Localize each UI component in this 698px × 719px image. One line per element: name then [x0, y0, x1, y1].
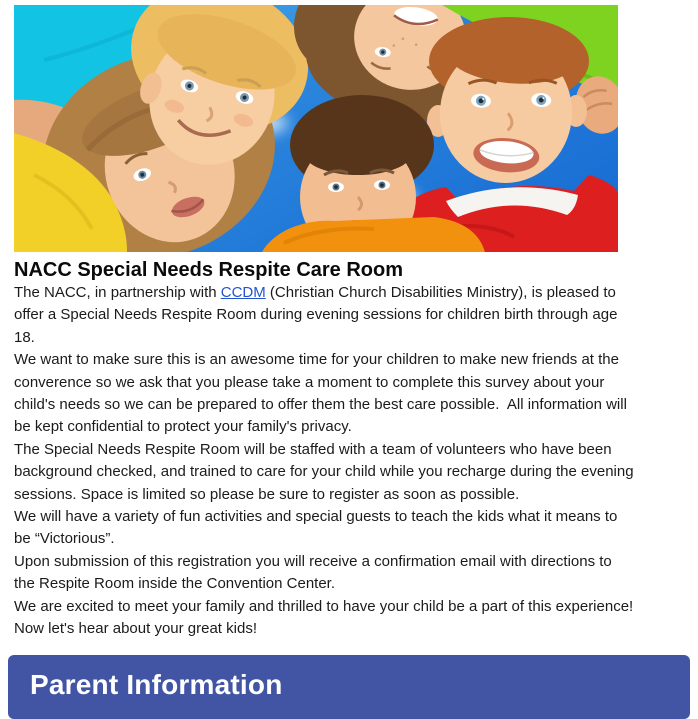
- children-photo: [14, 5, 618, 252]
- body-line: offer a Special Needs Respite Room during evening sessions for children birth through age: [14, 306, 618, 324]
- body-line: Now let's hear about your great kids!: [14, 620, 257, 638]
- body-line: The Special Needs Respite Room will be staffed with a team of volunteers who have been: [14, 440, 612, 458]
- body-line: [14, 282, 698, 304]
- body-line: be kept confidential to protect your family's privacy.: [14, 418, 352, 436]
- body-line: child's needs so we can be prepared to offer them the best care possible. All information will: [14, 396, 627, 414]
- body-line: sessions. Space is limited so please be sure to register as soon as possible.: [14, 485, 520, 503]
- page-heading: NACC Special Needs Respite Care Room: [14, 259, 404, 281]
- intro-section: [0, 259, 698, 641]
- ccdm-link[interactable]: CCDM: [220, 284, 266, 301]
- body-line: converence so we ask that you please take a moment to complete this survey about your: [14, 373, 605, 391]
- body-line: background checked, and trained to care for your child while you recharge during the evening: [14, 463, 634, 481]
- body-text: [14, 282, 698, 641]
- body-line: We want to make sure this is an awesome time for your children to make new friends at the: [14, 351, 619, 369]
- body-line: the Respite Room inside the Convention Center.: [14, 575, 336, 593]
- body-line: Upon submission of this registration you will receive a confirmation email with directions to: [14, 552, 612, 570]
- body-line: We are excited to meet your family and thrilled to have your child be a part of this experience!: [14, 597, 634, 615]
- body-line: We will have a variety of fun activities and special guests to teach the kids what it means to: [14, 508, 618, 526]
- section-header-label: Parent Information: [30, 668, 283, 700]
- parent-information-header: [8, 655, 690, 719]
- body-line: be “Victorious”.: [14, 530, 115, 548]
- body-line: 18.: [14, 328, 35, 346]
- intro-text-before-link: The NACC, in partnership with: [14, 284, 221, 301]
- intro-text-after-link: (Christian Church Disabilities Ministry), is pleased to: [265, 284, 616, 301]
